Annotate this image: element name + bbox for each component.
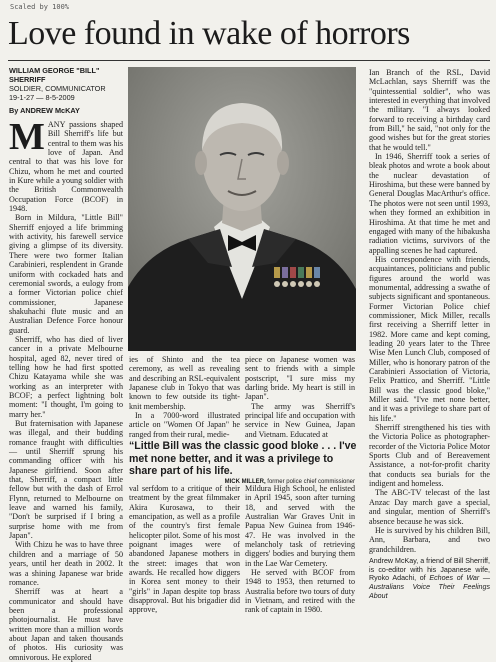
article-paragraph: He served with BCOF from 1948 to 1953, then returned to Australia before two tours of duty in Vietnam, and retired with the rank of captain in 1980.	[245, 568, 355, 615]
article-paragraph: His correspondence with friends, acquaintances, politicians and public figures around the world was monumental, addressing a swathe of subjects significant and spontaneous. Former Victorian Police chief commissioner, Mick Miller, recalls first receiving a Sherriff letter in 1982. More came and kept coming, leading 20 years later to the Three Wise Men Lunch Club, composed of Miller, who is honorary patron of the Carabinieri Association of Victoria, Felix Prattico, and Sherriff. "Little Bill was the classic good bloke," Miller said. "I've met none better, and it was a privilege to share part of his life."	[369, 254, 490, 423]
article-column-1	[9, 116, 123, 662]
article-paragraph: He is survived by his children Bill, Ann, Barbara, and two grandchildren.	[369, 525, 490, 554]
article-column-2-bottom	[129, 484, 240, 615]
article-column-2-top	[129, 355, 240, 437]
article-paragraph: Ian Branch of the RSL, David McLachlan, says Sherriff was the "quintessential soldier", who was interested in everything that involved the military. "I always looked forward to receiving a birthday card from Bill," he said, "not only for the good wishes but for the great stories that he would tell."	[369, 68, 490, 152]
article-paragraph: val serfdom to a critique of their treatment by the great filmmaker Akira Kurosawa, to their emancipation, as well as a profile of the country's first female helicopter pilot. Some of his most poignant images were of abandoned Japanese mothers in the street: images that won awards. He recalled how diggers in Korea sent money to their "girls" in Japan despite top brass disapproval. But his brigadier did approve,	[129, 484, 240, 615]
scale-label: Scaled by 100%	[10, 3, 70, 11]
obituary-role: SOLDIER, COMMUNICATOR	[9, 84, 106, 93]
article-paragraph: In a 7000-word illustrated article on "Women Of Japan" he ranged from their rural, medie-	[129, 411, 240, 439]
article-paragraph: The army was Sherriff's principal life and occupation with service in New Guinea, Japan and Vietnam. Educated at	[245, 401, 355, 439]
obituary-name: WILLIAM GEORGE "BILL" SHERRIFF	[9, 66, 100, 84]
obituary-dates: 19-1-27 — 8-5-2009	[9, 93, 75, 102]
article-paragraph: Sherriff was at heart a communicator and should have been a professional photojournalist. He must have written more than a million words about Japan and taken thousands of photos. His curiosity was omnivorous. He explored	[9, 587, 123, 662]
headline-rule	[8, 60, 490, 61]
article-paragraph: Sherriff strengthened his ties with the Victoria Police as photographer-recorder of the Victoria Police Motor Sports Club and of Bereavement Assistance, a not-for-profit charity that conducts sea burials for the indigent and homeless.	[369, 423, 490, 489]
headline: Love found in wake of horrors	[8, 15, 410, 52]
pull-quote-text: “Little Bill was the classic good bloke . . . I've met none better, and it was a privilege to share part of his life.	[129, 440, 357, 478]
portrait-illustration	[128, 67, 356, 351]
byline: By ANDREW McKAY	[9, 106, 80, 115]
article-paragraph: Sherriff, who has died of liver cancer in a private Melbourne hospital, aged 82, never tired of telling how he had first spotted Chizu Katayama while she was working as an interpreter with BCOF; a perfect lightning bolt moment: "I thought, I'm going to marry her."	[9, 334, 123, 419]
article-paragraph: Born in Mildura, "Little Bill" Sherriff enjoyed a life brimming with activity, his farewell service giving a glimpse of its diversity. There were two former Italian Carabinieri, resplendent in Grande uniform with cockaded hats and ceremonial swords, a eulogy from a former Victorian police chief commissioner, Japanese shakuhachi flute music and an Australian Defence Force honour guard.	[9, 213, 123, 335]
article-paragraph: With Chizu he was to have three children and a marriage of 50 years, until her death in 2002. It was a shining Japanese war bride romance.	[9, 540, 123, 587]
article-paragraph: piece on Japanese women was sent to friends with a simple postscript, "I sure miss my darling bride. My heart is still in Japan".	[245, 355, 355, 402]
article-paragraph: But fraternisation with Japanese was illegal, and their budding romance fraught with difficulties — until Sherriff sprung his commanding officer with his Japanese girlfriend. Soon after that, Sherriff, a compact little fellow but with the dash of Errol Flynn, returned to Melbourne on leave and warned his family, "Don't be surprised if I bring a surprise home with me from Japan".	[9, 419, 123, 541]
article-paragraph: MANY passions shaped Bill Sherriff's life but central to them was his love of Japan. And central to that was his love for Chizu, whom he met and courted in Kure while a young soldier with the British Commonwealth Occupation Force (BCOF) in 1948.	[9, 116, 123, 214]
pull-quote-attribution: MICK MILLER, former police chief commissioner	[224, 479, 355, 485]
article-paragraph: The ABC-TV telecast of the last Anzac Day march gave a special, and singular, mention of Sherriff's absence because he was sick.	[369, 488, 490, 526]
article-column-3-top	[245, 355, 355, 437]
obituary-header	[9, 66, 119, 102]
portrait-photo	[128, 67, 356, 351]
article-paragraph: In 1946, Sherriff took a series of bleak photos and wrote a book about the nuclear devastation of Hiroshima, but these were banned by General Douglas MacArthur's office. The photos were not seen until 1993, when they formed an exhibition in Hiroshima. At that time he met and engaged with many of the hibakusha radiation victims, survivors of the appalling scenes he had captured.	[369, 152, 490, 255]
author-note: Andrew McKay, a friend of Bill Sherriff, is co-editor with his Japanese wife, Ryoko Adachi, of Echoes of War — Australians Voice Their Feelings About	[369, 556, 490, 600]
article-column-3-bottom	[245, 484, 355, 615]
drop-cap: M	[9, 116, 45, 158]
article-paragraph: ies of Shinto and the tea ceremony, as well as revealing and describing an RSL-equivalent Japanese club in Tokyo that was known to few outside its tight-knit membership.	[129, 355, 240, 411]
article-paragraph: Mildura High School, he enlisted in April 1945, soon after turning 18, and served with the Australian War Graves Unit in Papua New Guinea from 1946-47. He was involved in the melancholy task of retrieving diggers' bodies and burying them in the Lae War Cemetery.	[245, 484, 355, 568]
article-column-4	[369, 68, 490, 598]
pull-quote	[129, 440, 361, 485]
